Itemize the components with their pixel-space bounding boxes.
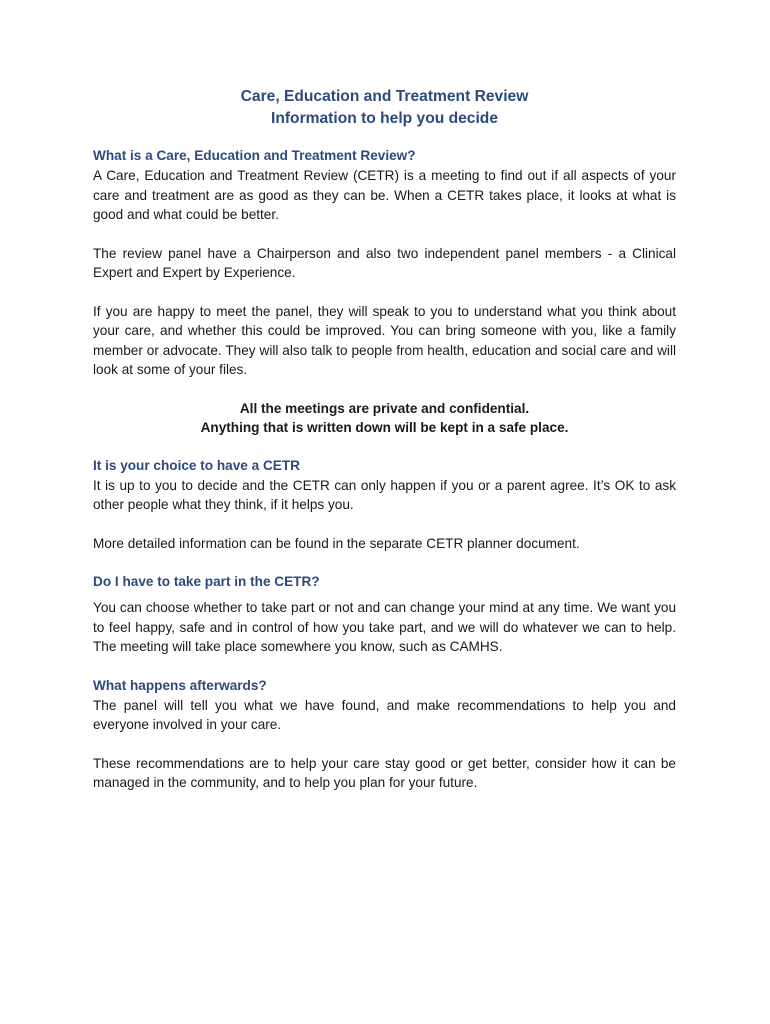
paragraph: It is up to you to decide and the CETR can only happen if you or a parent agree. It’s OK to ask other people what they think, if it helps you. (93, 477, 676, 512)
section-heading-take-part: Do I have to take part in the CETR? (93, 574, 320, 589)
section-heading-your-choice: It is your choice to have a CETR (93, 457, 300, 473)
notice-line-1: All the meetings are private and confidential. (239, 400, 530, 416)
title-line-1: Care, Education and Treatment Review (240, 88, 529, 105)
paragraph: These recommendations are to help your care stay good or get better, consider how it can be managed in the community, and to help you plan for your future. (93, 755, 676, 790)
paragraph: The review panel have a Chairperson and also two independent panel members - a Clinical Expert and Expert by Experience. (93, 245, 676, 280)
document-page (93, 86, 676, 793)
page-title (93, 86, 676, 130)
paragraph: The panel will tell you what we have found, and make recommendations to help you and everyone involved in your care. (93, 697, 676, 732)
section-heading-what-is-cetr: What is a Care, Education and Treatment Review? (93, 148, 416, 163)
title-line-2: Information to help you decide (271, 110, 498, 127)
paragraph: More detailed information can be found in the separate CETR planner document. (93, 535, 580, 551)
section-heading-afterwards: What happens afterwards? (93, 677, 267, 693)
confidentiality-notice (93, 399, 676, 438)
paragraph: You can choose whether to take part or not and can change your mind at any time. We want you to feel happy, safe and in control of how you take part, and we will do whatever we can to help. The meeting will take place somewhere you know, such as CAMHS. (93, 600, 676, 654)
notice-line-2: Anything that is written down will be kept in a safe place. (200, 420, 569, 435)
paragraph: A Care, Education and Treatment Review (CETR) is a meeting to find out if all aspects of your care and treatment are as good as they can be. When a CETR takes place, it looks at what is good and what could be better. (93, 168, 676, 222)
paragraph: If you are happy to meet the panel, they will speak to you to understand what you think about your care, and whether this could be improved. You can bring someone with you, like a family member or advocate. They will also talk to people from health, education and social care and will look at some of your files. (93, 303, 676, 377)
